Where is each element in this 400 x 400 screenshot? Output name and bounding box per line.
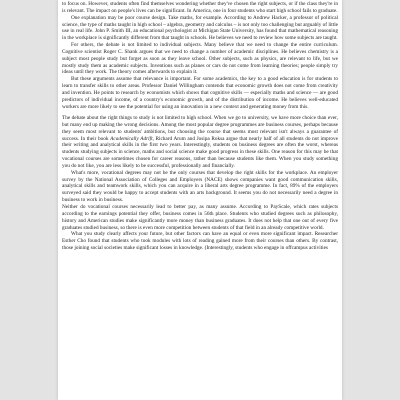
- paragraph-6: What's more, vocational degrees may not be the only courses that develop the right skills for the workplace. An employer survey by the National Association of Colleges and Employers (NACE) shows companies want good communication skills, analytical skills and teamwork skills, which you can acquire in a liberal arts degree programme. In fact, 89% of the employers surveyed said they would be happy to accept students with an arts background. It seems you do not necessarily need a degree in business to work in business.: [62, 169, 338, 204]
- paragraph-4: But these arguments assume that relevance is important. For some academics, the key to a good education is for students to learn to transfer skills to other areas. Professor Daniel Willingham contends that economic growth does not come from creativity and invention. He points to research by economists which shows that cognitive skills — especially maths and science — are good predictors of individual income, of a country's economic growth, and of the distribution of income. He believes well-educated workers are more likely to see the potential for using an innovation in a new context and generating money from this.: [62, 76, 338, 110]
- document-page: [58, 0, 342, 400]
- article-body: [62, 1, 338, 252]
- paragraph-3: For others, the debate is not limited to individual subjects. Many believe that we need to change the entire curriculum. Cognitive scientist Roger C. Shank argues that we need to change a number of academic disciplines. He believes chemistry is a subject most people study but forget as soon as they leave school. Other subjects, such as physics, are relevant to life, but we mostly study them as academic subjects. Inventions such as planes or cars do not come from learning theories; people simply try ideas until they work. The theory comes afterwards to explain it.: [62, 42, 338, 76]
- paragraph-1: to focus on. However, students often find themselves wondering whether they've chosen the right subjects, or if the class they're in is relevant. The impact on people's lives can be significant. In America, one in four students who start high school fails to graduate.: [62, 1, 338, 14]
- paragraph-5: The debate about the right things to study is not limited to high school. When we go to university, we have more choice than ever, but many end up making the wrong decisions. Among the most popular degree programmes are business courses, perhaps because they seem most relevant to students' ambitions, but choosing the course that seems most relevant isn't always a guarantee of success. In their book Academically Adrift, Richard Arum and Josipa Roksa argue that nearly half of all students do not improve their writing and analytical skills in the first two years. Interestingly, students on business degrees are often the worst, whereas students studying subjects in science, maths and social science make good progress in these skills. One reason for this may be that vocational courses are sometimes chosen for career reasons, rather than because students like them. When you study something you do not like, you are less likely to be successful, professionally and financially.: [62, 115, 338, 169]
- paragraph-2: One explanation may be poor course design. Take maths, for example. According to Andrew Hacker, a professor of political science, the type of maths taught in high school – algebra, geometry and calculus – is not only too challenging but arguably of little use in real life. John P. Smith III, an educational psychologist at Michigan State University, has found that mathematical reasoning in the workplace is significantly different from that taught in schools. He believes we need to review how some subjects are taught.: [62, 14, 338, 42]
- paragraph-7: Neither do vocational courses necessarily lead to better pay, as many assume. According to PayScale, which rates subjects according to the earnings potential they offer, business comes in 56th place. Students who studied degrees such as philosophy, history and American studies make significantly more money than business graduates. It does not help that one out of every five graduates studied business, so there is even more competition between students of that field in an already competitive world.: [62, 203, 338, 231]
- paragraph-8: What you study clearly affects your future, but other factors can have an equal or even more significant impact. Researcher Esther Cho found that students who took modules with lots of reading gained more from their courses than others. By contrast, those joining social societies make significant losses in knowledge. (Interestingly, students who engage in offcampus activities: [62, 231, 338, 252]
- book-title: Academically Adrift: [110, 135, 153, 142]
